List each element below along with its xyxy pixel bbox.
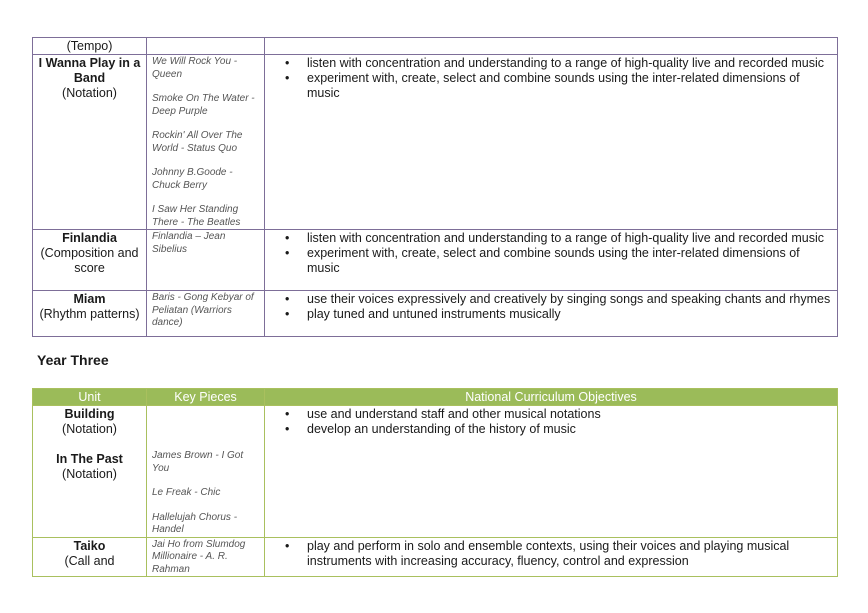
table-row — [33, 38, 838, 55]
key-piece: Le Freak - Chic — [152, 487, 221, 498]
unit-cell — [33, 38, 147, 55]
table-row — [33, 291, 838, 337]
objective-item: • develop an understanding of the history of music — [307, 422, 831, 437]
objective-item: • play and perform in solo and ensemble contexts, using their voices and playing musical instruments with increasing accuracy, fluency, control and expression — [307, 539, 831, 569]
unit-subtitle: (Tempo) — [66, 39, 113, 53]
column-header-objectives: National Curriculum Objectives — [265, 389, 838, 406]
unit-subtitle: (Rhythm patterns) — [39, 307, 140, 321]
objectives-cell — [265, 230, 838, 291]
key-piece: I Saw Her Standing There - The Beatles — [152, 204, 241, 228]
key-piece: Rockin' All Over The World - Status Quo — [152, 130, 243, 154]
table-header-row — [33, 389, 838, 406]
key-piece: Baris - Gong Kebyar of Peliatan (Warriors dance) — [152, 292, 254, 328]
column-header-key-pieces: Key Pieces — [147, 389, 265, 406]
year-two-units-table — [32, 37, 838, 337]
objectives-cell — [265, 537, 838, 577]
objective-item: • use their voices expressively and creatively by singing songs and speaking chants and rhymes — [307, 292, 831, 307]
key-piece: Hallelujah Chorus - Handel — [152, 511, 238, 535]
unit-subtitle: (Notation) — [62, 467, 117, 481]
unit-cell — [33, 291, 147, 337]
key-piece: Smoke On The Water - Deep Purple — [152, 93, 255, 117]
objectives-list — [265, 56, 831, 101]
table-row — [33, 537, 838, 577]
objective-item: • play tuned and untuned instruments musically — [307, 307, 831, 322]
key-piece: Johnny B.Goode - Chuck Berry — [152, 167, 233, 191]
objective-item: • listen with concentration and understanding to a range of high-quality live and recorded music — [307, 231, 831, 246]
objectives-cell — [265, 55, 838, 230]
objectives-list — [265, 407, 831, 437]
unit-title: I Wanna Play in a Band — [38, 56, 141, 85]
unit-title: Miam — [73, 292, 106, 306]
objective-item: • use and understand staff and other musical notations — [307, 407, 831, 422]
unit-subtitle: (Composition and score — [40, 246, 139, 275]
key-piece: Finlandia – Jean Sibelius — [152, 231, 226, 255]
unit-subtitle: (Notation) — [62, 422, 117, 436]
key-pieces-cell — [147, 406, 265, 538]
unit-title: Building — [64, 407, 115, 421]
section-heading: Year Three — [37, 352, 109, 368]
objective-item: • experiment with, create, select and combine sounds using the inter-related dimensions of music — [307, 71, 831, 101]
objectives-list — [265, 539, 831, 569]
key-piece: We Will Rock You - Queen — [152, 56, 238, 80]
key-pieces-cell — [147, 230, 265, 291]
table-row — [33, 230, 838, 291]
unit-title: Finlandia — [62, 231, 117, 245]
objectives-cell — [265, 291, 838, 337]
unit-subtitle: (Notation) — [62, 86, 117, 100]
unit-title: Taiko — [73, 538, 106, 553]
key-pieces-cell — [147, 55, 265, 230]
objectives-cell — [265, 38, 838, 55]
key-pieces-cell — [147, 291, 265, 337]
objectives-list — [265, 231, 831, 276]
objectives-cell — [265, 406, 838, 538]
objective-item: • experiment with, create, select and combine sounds using the inter-related dimensions of music — [307, 246, 831, 276]
key-pieces-cell — [147, 537, 265, 577]
key-piece: Jai Ho from Slumdog Millionaire - A. R. Rahman — [152, 538, 246, 575]
objectives-list — [265, 292, 831, 322]
unit-subtitle: (Call and — [64, 553, 115, 568]
column-header-unit: Unit — [33, 389, 147, 406]
unit-cell — [33, 55, 147, 230]
unit-cell — [33, 537, 147, 577]
key-piece: James Brown - I Got You — [152, 450, 244, 474]
table-row — [33, 406, 838, 538]
unit-title: In The Past — [56, 452, 123, 466]
objective-item: • listen with concentration and understanding to a range of high-quality live and recorded music — [307, 56, 831, 71]
unit-cell — [33, 406, 147, 538]
key-pieces-cell — [147, 38, 265, 55]
year-three-units-table — [32, 388, 838, 577]
unit-cell — [33, 230, 147, 291]
table-row — [33, 55, 838, 230]
